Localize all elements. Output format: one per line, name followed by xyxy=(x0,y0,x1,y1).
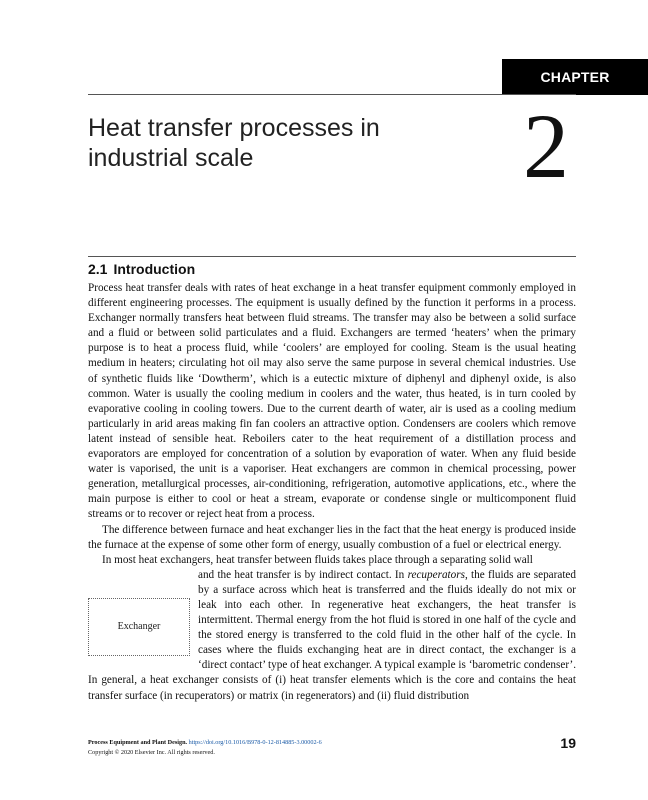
chapter-label-tab xyxy=(502,59,648,95)
section-heading xyxy=(88,261,195,277)
section-divider xyxy=(88,256,576,257)
paragraph-3-text-a: and the heat transfer is by indirect contact. In xyxy=(198,568,408,581)
top-divider xyxy=(88,94,576,95)
recuperators-emphasis: recuperators xyxy=(407,568,465,581)
page-footer xyxy=(88,738,576,758)
chapter-number: 2 xyxy=(523,95,569,197)
footer-copyright: Copyright © 2020 Elsevier Inc. All rights reserved. xyxy=(88,749,215,756)
paragraph-2: The difference between furnace and heat exchanger lies in the fact that the heat energy is produced inside the furnace at the expense of some other form of energy, usually combustion of a fuel or electrical energy. xyxy=(88,523,576,551)
footer-doi-link[interactable]: https://doi.org/10.1016/B978-0-12-814885-3.00002-6 xyxy=(188,739,322,746)
exchanger-figure xyxy=(88,598,190,656)
page-number: 19 xyxy=(560,735,576,751)
paragraph-3-first-line: In most heat exchangers, heat transfer between fluids takes place through a separating solid wall xyxy=(102,553,533,566)
figure-label: Exchanger xyxy=(117,620,161,632)
section-number: 2.1 xyxy=(88,261,108,277)
footer-book-title: Process Equipment and Plant Design. xyxy=(88,739,188,746)
chapter-title: Heat transfer processes in industrial scale xyxy=(88,114,380,172)
paragraph-1: Process heat transfer deals with rates of heat exchange in a heat transfer equipment commonly employed in different engineering processes. The equipment is usually defined by the function it performs in a process. Exchanger normally transfers heat between fluid streams. The transfer may also be between a solid surface and a fluid or between solid particulates and a fluid. Exchangers are termed ‘heaters’ when the primary purpose is to heat a process fluid, while ‘coolers’ are employed for cooling. Steam is the usual heating medium in heaters; circulating hot oil may also serve the same purpose in several chemical industries. Use of synthetic fluids like ‘Dowtherm’, which is a eutectic mixture of diphenyl and diphenyl oxide, is also common. Water is usually the cooling medium in coolers and the water, thus heated, is in turn cooled by evaporative cooling in cooling towers. Due to the current dearth of water, air is used as a cooling medium particularly in arid areas making fin fan coolers an attractive option. Condensers are coolers which remove latent instead of sensible heat. Reboilers cater to the heat requirement of a distillation process and evaporators are employed for concentration of a solution by evaporation of water. When any fluid beside water is vaporised, the unit is a vaporiser. Heat exchangers are common in chemical processing, power generation, metallurgical processes, air-conditioning, refrigeration, automotive applications, etc., where the main purpose is either to cool or heat a stream, evaporate or condense single or multicomponent fluid streams or to recover or reject heat from a process. xyxy=(88,282,576,521)
body-text xyxy=(88,281,576,704)
paragraph-3-text-b: , the fluids are separated by a surface across which heat is transferred and the fluids ideally do not mix or leak into each other. In regenerative heat exchangers, the heat transfer is intermittent. Thermal energy from the hot fluid is stored in one half of the cycle and the stored energy is transferred to the cold fluid in the other half of the cycle. In cases where the fluids exchanging heat are in direct contact, the exchanger is a ‘direct contact’ type of heat exchanger. A typical example is ‘barometric condenser’. In general, a heat exchanger consists of (i) heat transfer elements which is the core and contains the heat transfer surface (in recuperators) or matrix (in regenerators) and (ii) fluid distribution xyxy=(88,568,576,702)
chapter-label: CHAPTER xyxy=(540,69,610,85)
section-title: Introduction xyxy=(113,261,196,277)
